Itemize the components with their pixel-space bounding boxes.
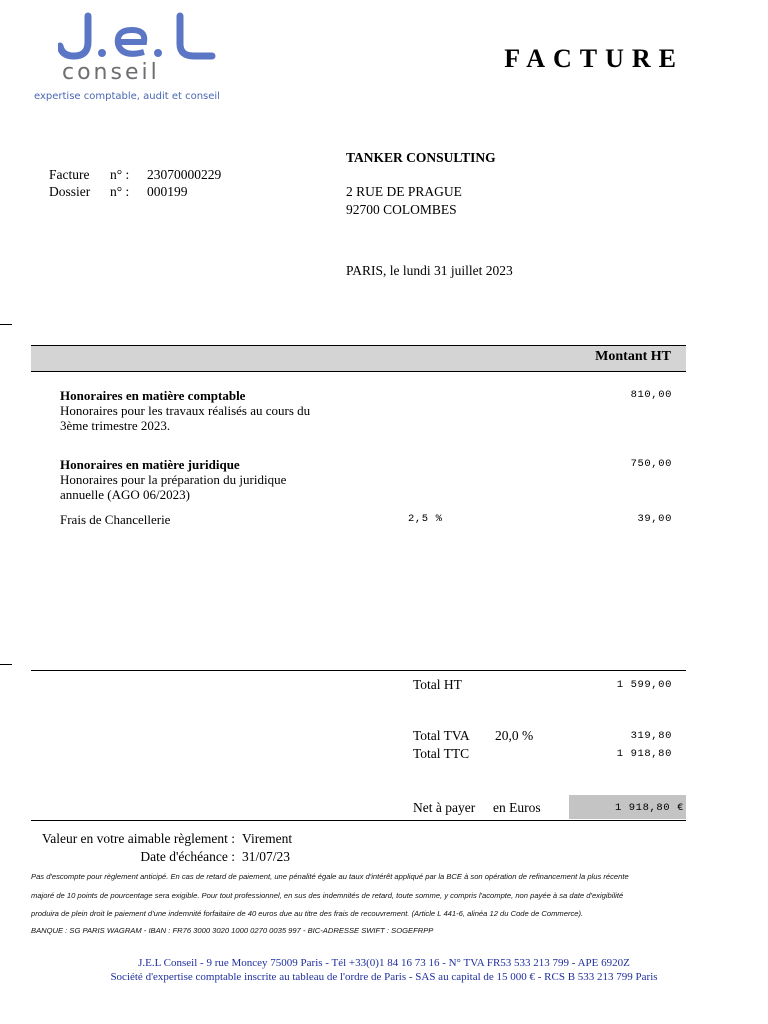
document-title: FACTURE (504, 44, 684, 73)
line-item-1-desc-2: 3ème trimestre 2023. (60, 418, 171, 433)
footer-company-info: J.E.L Conseil - 9 rue Moncey 75009 Paris - Tél +33(0)1 84 16 73 16 - N° TVA FR53 533 213 799 - APE 6920Z (138, 957, 630, 969)
total-ttc-label: Total TTC (413, 746, 470, 761)
total-ht-label: Total HT (413, 677, 462, 692)
line-item-2-amount: 750,00 (630, 458, 672, 470)
line-item-2-title: Honoraires en matière juridique (60, 457, 240, 472)
client-address-line1: 2 RUE DE PRAGUE (346, 184, 462, 199)
fold-mark-top (0, 324, 12, 325)
totals-divider (31, 670, 686, 671)
net-value: 1 918,80 € (614, 802, 684, 814)
line-item-1-title: Honoraires en matière comptable (60, 388, 246, 403)
footer-registration-info: Société d'expertise comptable inscrite au tableau de l'ordre de Paris - SAS au capital de 15 000 € - RCS B 533 213 799 Paris (110, 971, 658, 983)
payment-method-label: Valeur en votre aimable règlement : (41, 831, 235, 846)
legal-line-2: majoré de 10 points de pourcentage sera exigible. Pour tout professionnel, en sus des indemnités de retard, toute somme, y compris l'acompte, non payée à sa date d'exigibilité (31, 891, 624, 900)
due-date-label: Date d'échéance : (140, 849, 235, 864)
dossier-n-label: n° : (110, 184, 130, 199)
total-tva-value: 319,80 (630, 730, 672, 742)
bank-details: BANQUE : SG PARIS WAGRAM - IBAN : FR76 3000 3020 1000 0270 0035 997 - BIC-ADRESSE SWIFT : SOGEFRPP (31, 926, 434, 935)
frais-rate: 2,5 % (408, 513, 443, 525)
logo-graphic (58, 12, 218, 64)
dossier-label: Dossier (49, 184, 91, 199)
logo-name: conseil (62, 60, 160, 85)
client-address-line2: 92700 COLOMBES (346, 202, 457, 217)
net-label: Net à payer (413, 800, 476, 815)
legal-line-1: Pas d'escompte pour règlement anticipé. En cas de retard de paiement, une pénalité égale au taux d'intérêt appliqué par la BCE à son opération de refinancement la plus récente (31, 872, 629, 881)
facture-number: 23070000229 (147, 167, 222, 182)
line-item-1-desc-1: Honoraires pour les travaux réalisés au cours du (60, 403, 311, 418)
payment-divider (31, 820, 686, 821)
net-currency: en Euros (493, 800, 541, 815)
payment-method-value: Virement (242, 831, 293, 846)
frais-amount: 39,00 (637, 513, 672, 525)
legal-line-3: produira de plein droit le paiement d'une indemnité forfaitaire de 40 euros due au titre des frais de recouvrement. (Article L 441-6, alinéa 12 du Code de Commerce). (31, 909, 584, 918)
dossier-number: 000199 (147, 184, 188, 199)
frais-label: Frais de Chancellerie (60, 512, 171, 527)
due-date-value: 31/07/23 (242, 849, 291, 864)
place-date: PARIS, le lundi 31 juillet 2023 (346, 263, 513, 278)
amount-column-header: Montant HT (595, 349, 671, 364)
total-tva-label: Total TVA (413, 728, 470, 743)
line-item-2-desc-1: Honoraires pour la préparation du juridique (60, 472, 287, 487)
fold-mark-bottom (0, 664, 12, 665)
total-ttc-value: 1 918,80 (616, 748, 672, 760)
logo-tagline: expertise comptable, audit et conseil (34, 91, 220, 102)
line-item-2-desc-2: annuelle (AGO 06/2023) (60, 487, 190, 502)
total-ht-value: 1 599,00 (616, 679, 672, 691)
total-tva-rate: 20,0 % (495, 728, 534, 743)
table-header (31, 345, 686, 372)
company-logo (58, 12, 218, 64)
facture-label: Facture (49, 167, 90, 182)
line-item-1-amount: 810,00 (630, 389, 672, 401)
facture-n-label: n° : (110, 167, 130, 182)
client-name: TANKER CONSULTING (346, 150, 496, 165)
